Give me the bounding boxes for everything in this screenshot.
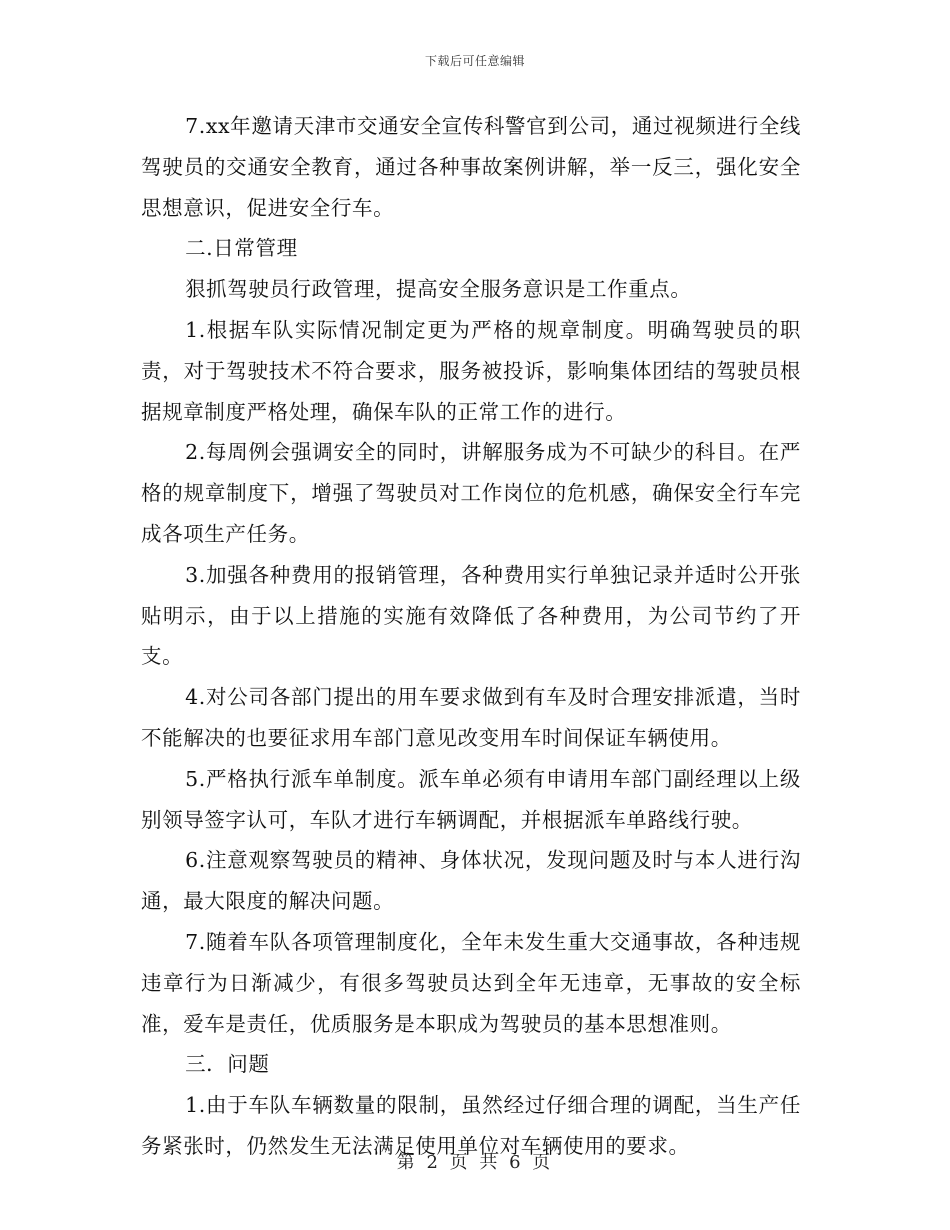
paragraph-item-5: 5.严格执行派车单制度。派车单必须有申请用车部门副经理以上级别领导签字认可，车队才进行车辆调配，并根据派车单路线行驶。 (141, 766, 801, 832)
section-heading-problems: 三．问题 (185, 1052, 270, 1077)
document-body (141, 106, 801, 1167)
paragraph-item-6: 6.注意观察驾驶员的精神、身体状况，发现问题及时与本人进行沟通，最大限度的解决问题。 (141, 848, 801, 914)
paragraph-item-1: 1.根据车队实际情况制定更为严格的规章制度。明确驾驶员的职责，对于驾驶技术不符合要求，服务被投诉，影响集体团结的驾驶员根据规章制度严格处理，确保车队的正常工作的进行。 (141, 317, 801, 424)
paragraph-problem-1: 1.由于车队车辆数量的限制，虽然经过仔细合理的调配，当生产任务紧张时，仍然发生无法满足使用单位对车辆使用的要求。 (141, 1093, 801, 1158)
paragraph-intro-admin: 狠抓驾驶员行政管理，提高安全服务意识是工作重点。 (185, 277, 692, 302)
page-header: 下载后可任意编辑 (424, 54, 525, 68)
paragraph-item-2: 2.每周例会强调安全的同时，讲解服务成为不可缺少的科目。在严格的规章制度下，增强了驾驶员对工作岗位的危机感，确保安全行车完成各项生产任务。 (141, 440, 801, 546)
paragraph-item-7: 7.随着车队各项管理制度化，全年未发生重大交通事故，各种违规违章行为日渐减少，有很多驾驶员达到全年无违章，无事故的安全标准，爱车是责任，优质服务是本职成为驾驶员的基本思想准则。 (141, 929, 801, 1036)
paragraph-item-4: 4.对公司各部门提出的用车要求做到有车及时合理安排派遣，当时不能解决的也要征求用车部门意见改变用车时间保证车辆使用。 (141, 685, 801, 750)
paragraph-7-safety-education: 7.xx年邀请天津市交通安全宣传科警官到公司，通过视频进行全线驾驶员的交通安全教育，通过各种事故案例讲解，举一反三，强化安全思想意识，促进安全行车。 (141, 114, 801, 220)
paragraph-item-3: 3.加强各种费用的报销管理，各种费用实行单独记录并适时公开张贴明示，由于以上措施的实施有效降低了各种费用，为公司节约了开支。 (141, 562, 801, 669)
page-number: 第 2 页 共 6 页 (396, 1152, 554, 1173)
section-heading-daily-management: 二.日常管理 (185, 236, 298, 261)
